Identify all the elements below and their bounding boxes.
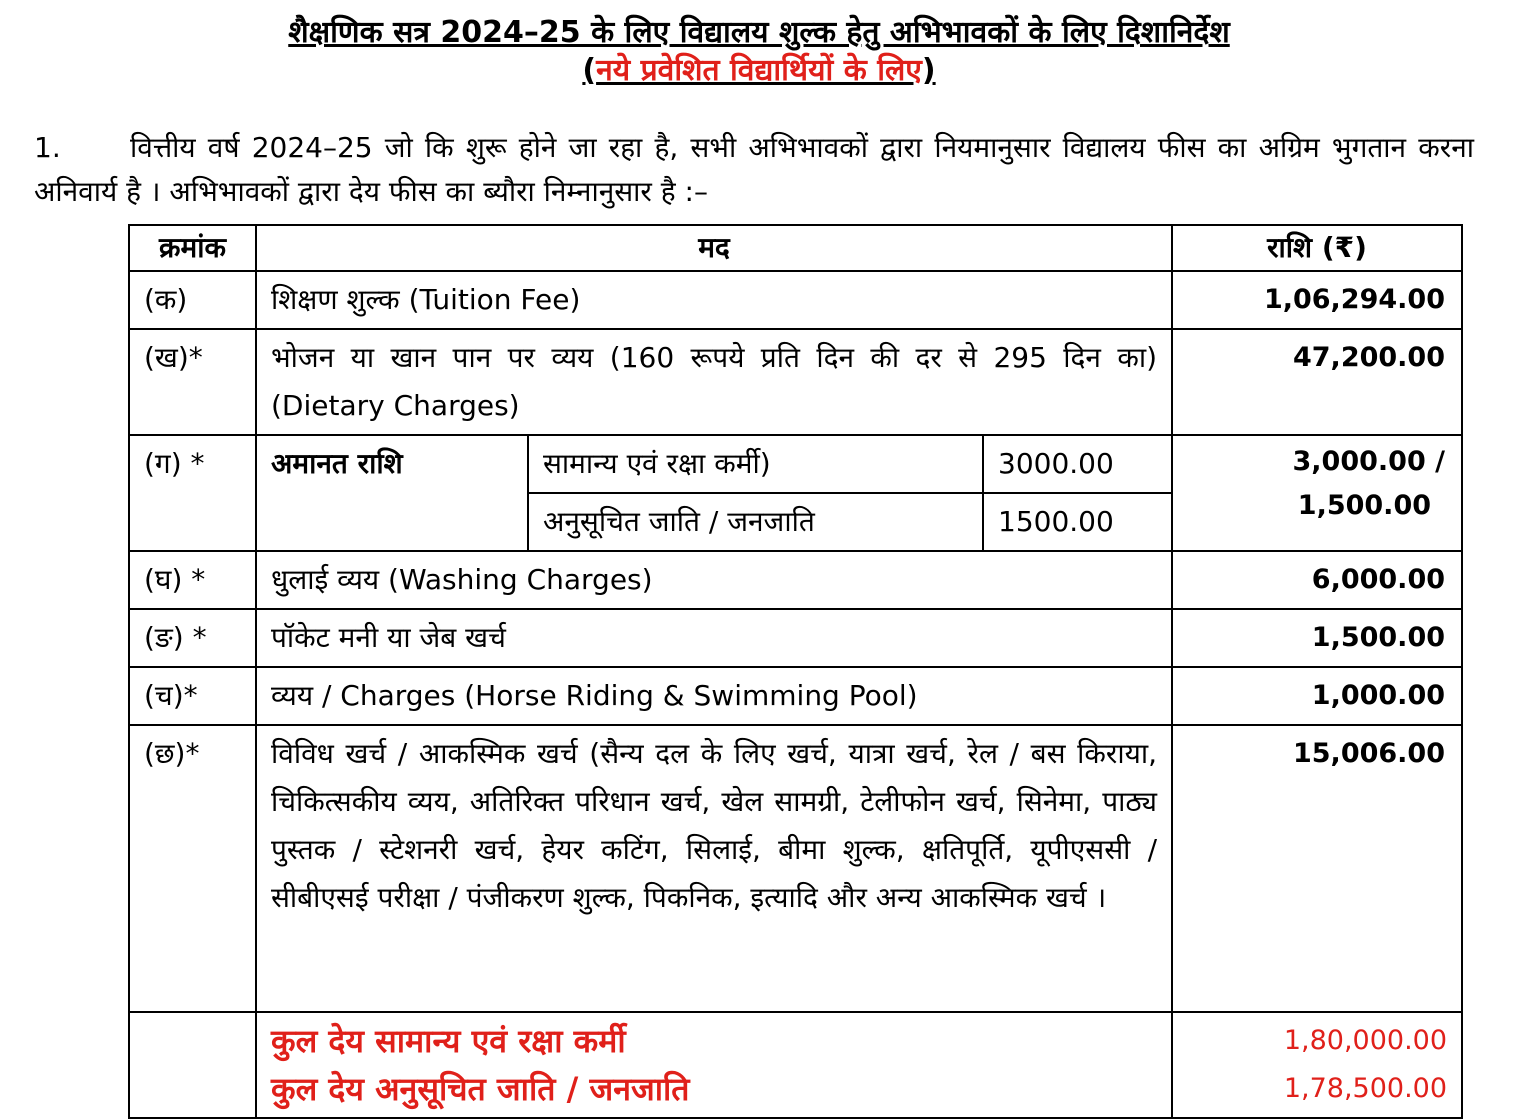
row-sno: (ग) *	[129, 435, 256, 551]
header-amount: राशि (₹)	[1172, 225, 1462, 271]
header-sno: क्रमांक	[129, 225, 256, 271]
intro-paragraph	[34, 126, 1474, 214]
deposit-label: अमानत राशि	[256, 435, 528, 551]
fee-table	[128, 224, 1463, 1119]
paragraph-text: वित्तीय वर्ष 2024–25 जो कि शुरू होने जा रहा है, सभी अभिभावकों द्वारा नियमानुसार विद्यालय फीस का अग्रिम भुगतान करना अनिवार्य है । अभिभावकों द्वारा देय फीस का ब्यौरा निम्नानुसार है :–	[34, 131, 1474, 208]
row-item: भोजन या खान पान पर व्यय (160 रूपये प्रति दिन की दर से 295 दिन का) (Dietary Charges)	[256, 329, 1172, 435]
row-amount: 47,200.00	[1172, 329, 1462, 435]
total-sc-amount: 1,78,500.00	[1283, 1073, 1448, 1104]
table-row	[129, 667, 1462, 725]
document-subtitle: (नये प्रवेशित विद्यार्थियों के लिए)	[582, 53, 936, 88]
table-row	[129, 609, 1462, 667]
table-row	[129, 551, 1462, 609]
document-title: शैक्षणिक सत्र 2024–25 के लिए विद्यालय शुल्क हेतु अभिभावकों के लिए दिशानिर्देश	[288, 15, 1230, 50]
deposit-general-value: 3000.00	[983, 435, 1172, 493]
totals-amounts	[1172, 1012, 1462, 1118]
deposit-general-label: सामान्य एवं रक्षा कर्मी)	[528, 435, 983, 493]
row-item: पॉकेट मनी या जेब खर्च	[256, 609, 1172, 667]
table-row	[129, 725, 1462, 1012]
deposit-row	[129, 435, 1462, 493]
row-sno: (ख)*	[129, 329, 256, 435]
table-row	[129, 271, 1462, 329]
totals-row	[129, 1012, 1462, 1118]
total-general-label: कुल देय सामान्य एवं रक्षा कर्मी	[271, 1022, 626, 1060]
totals-empty-cell	[129, 1012, 256, 1118]
row-amount: 15,006.00	[1172, 725, 1462, 1012]
row-sno: (क)	[129, 271, 256, 329]
row-sno: (च)*	[129, 667, 256, 725]
row-item: व्यय / Charges (Horse Riding & Swimming Pool)	[256, 667, 1172, 725]
row-item: शिक्षण शुल्क (Tuition Fee)	[256, 271, 1172, 329]
row-sno: (छ)*	[129, 725, 256, 1012]
deposit-sc-value: 1500.00	[983, 493, 1172, 551]
document-header	[0, 14, 1518, 90]
paragraph-number: 1.	[34, 131, 61, 164]
row-amount: 1,06,294.00	[1172, 271, 1462, 329]
total-general-amount: 1,80,000.00	[1283, 1025, 1448, 1056]
row-amount: 1,000.00	[1172, 667, 1462, 725]
header-item: मद	[256, 225, 1172, 271]
totals-labels	[256, 1012, 1172, 1118]
row-amount: 1,500.00	[1172, 609, 1462, 667]
row-sno: (घ) *	[129, 551, 256, 609]
deposit-sc-label: अनुसूचित जाति / जनजाति	[528, 493, 983, 551]
row-sno: (ङ) *	[129, 609, 256, 667]
row-item: विविध खर्च / आकस्मिक खर्च (सैन्य दल के लिए खर्च, यात्रा खर्च, रेल / बस किराया, चिकित्सकीय व्यय, अतिरिक्त परिधान खर्च, खेल सामग्री, टेलीफोन खर्च, सिनेमा, पाठ्य पुस्तक / स्टेशनरी खर्च, हेयर कटिंग, सिलाई, बीमा शुल्क, क्षतिपूर्ति, यूपीएससी / सीबीएसई परीक्षा / पंजीकरण शुल्क, पिकनिक, इत्यादि और अन्य आकस्मिक खर्च ।	[256, 725, 1172, 1012]
row-item: धुलाई व्यय (Washing Charges)	[256, 551, 1172, 609]
row-amount: 6,000.00	[1172, 551, 1462, 609]
subtitle-text: नये प्रवेशित विद्यार्थियों के लिए	[596, 53, 922, 88]
total-sc-label: कुल देय अनुसूचित जाति / जनजाति	[271, 1070, 690, 1108]
deposit-amount: 3,000.00 / 1,500.00	[1172, 435, 1462, 551]
table-header-row	[129, 225, 1462, 271]
table-row	[129, 329, 1462, 435]
